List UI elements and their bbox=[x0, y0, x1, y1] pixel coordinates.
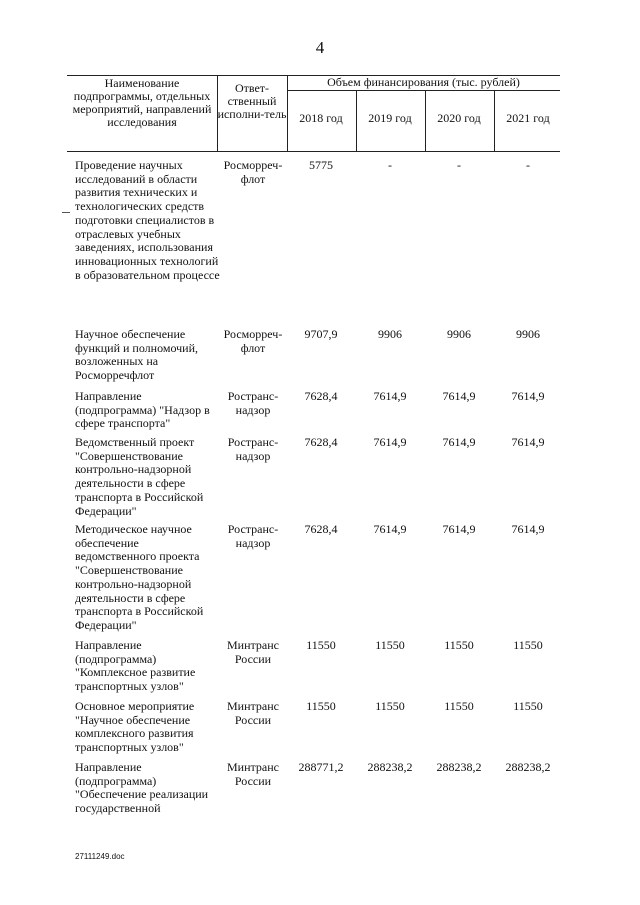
row-value-2021: 9906 bbox=[516, 327, 540, 341]
row-executor: Ространс-надзор bbox=[227, 522, 279, 550]
row-value-2020: 7614,9 bbox=[442, 522, 476, 536]
row-value-2018: 7628,4 bbox=[304, 435, 338, 449]
row-value-2018: 5775 bbox=[309, 158, 333, 172]
header-year: 2018 год bbox=[299, 111, 343, 125]
row-name: Основное мероприятие "Научное обеспечение комплексного развития транспортных узлов" bbox=[75, 699, 195, 755]
row-value-2020: 11550 bbox=[444, 699, 474, 713]
row-name: Научное обеспечение функций и полномочий, возложенных на Росморречфлот bbox=[75, 327, 199, 383]
row-value-2020: 288238,2 bbox=[436, 760, 482, 774]
row-executor: Ространс-надзор bbox=[227, 435, 279, 463]
row-value-2019: 9906 bbox=[378, 327, 402, 341]
row-value-2019: 11550 bbox=[375, 638, 405, 652]
row-value-2019: 7614,9 bbox=[373, 522, 407, 536]
row-value-2021: 11550 bbox=[513, 638, 543, 652]
row-value-2019: - bbox=[388, 158, 392, 172]
header-year: 2021 год bbox=[506, 111, 550, 125]
document-filename: 27111249.doc bbox=[75, 852, 125, 861]
row-value-2021: 11550 bbox=[513, 699, 543, 713]
header-name-column: Наименование подпрограммы, отдельных мероприятий, направлений исследования bbox=[72, 76, 212, 129]
row-value-2021: 288238,2 bbox=[505, 760, 551, 774]
table-header-rule bbox=[67, 151, 560, 152]
row-value-2018: 11550 bbox=[306, 638, 336, 652]
row-value-2021: 7614,9 bbox=[511, 435, 545, 449]
row-name: Ведомственный проект "Совершенствование контрольно-надзорной деятельности в сфере транспорта в Российской Федерации" bbox=[75, 435, 204, 518]
row-value-2018: 9707,9 bbox=[304, 327, 338, 341]
row-name: Направление (подпрограмма) "Надзор в сфере транспорта" bbox=[75, 389, 210, 431]
funding-header-rule bbox=[287, 90, 560, 91]
row-value-2019: 7614,9 bbox=[373, 435, 407, 449]
row-name: Проведение научных исследований в области развития технических и технологических средств подготовки специалистов в отраслевых учебных заведениях, использования инновационных технологий в образовательном процессе bbox=[75, 158, 220, 282]
row-executor: Росморреч-флот bbox=[223, 327, 283, 355]
row-value-2020: 11550 bbox=[444, 638, 474, 652]
row-executor: Ространс-надзор bbox=[227, 389, 279, 417]
row-value-2020: - bbox=[457, 158, 461, 172]
row-value-2020: 7614,9 bbox=[442, 389, 476, 403]
margin-mark bbox=[62, 212, 70, 213]
row-value-2021: 7614,9 bbox=[511, 522, 545, 536]
row-executor: Росморреч-флот bbox=[223, 158, 283, 186]
row-value-2021: - bbox=[526, 158, 530, 172]
row-value-2018: 7628,4 bbox=[304, 522, 338, 536]
row-value-2019: 288238,2 bbox=[367, 760, 413, 774]
row-value-2021: 7614,9 bbox=[511, 389, 545, 403]
row-value-2018: 288771,2 bbox=[298, 760, 344, 774]
row-value-2018: 11550 bbox=[306, 699, 336, 713]
row-name: Направление (подпрограмма) "Комплексное развитие транспортных узлов" bbox=[75, 638, 196, 694]
header-executor-column: Ответ-ственный исполни-тель bbox=[217, 81, 287, 121]
page-number: 4 bbox=[315, 38, 325, 57]
header-funding-group: Объем финансирования (тыс. рублей) bbox=[327, 75, 520, 89]
row-value-2018: 7628,4 bbox=[304, 389, 338, 403]
row-executor: Минтранс России bbox=[227, 760, 279, 788]
header-year: 2020 год bbox=[437, 111, 481, 125]
row-value-2020: 7614,9 bbox=[442, 435, 476, 449]
row-name: Методическое научное обеспечение ведомственного проекта "Совершенствование контрольно-надзорной деятельности в сфере транспорта в Российской Федерации" bbox=[75, 522, 204, 632]
header-year: 2019 год bbox=[368, 111, 412, 125]
row-name: Направление (подпрограмма) "Обеспечение реализации государственной bbox=[75, 760, 209, 816]
row-value-2019: 7614,9 bbox=[373, 389, 407, 403]
row-executor: Минтранс России bbox=[227, 699, 279, 727]
row-value-2019: 11550 bbox=[375, 699, 405, 713]
row-value-2020: 9906 bbox=[447, 327, 471, 341]
row-executor: Минтранс России bbox=[227, 638, 279, 666]
